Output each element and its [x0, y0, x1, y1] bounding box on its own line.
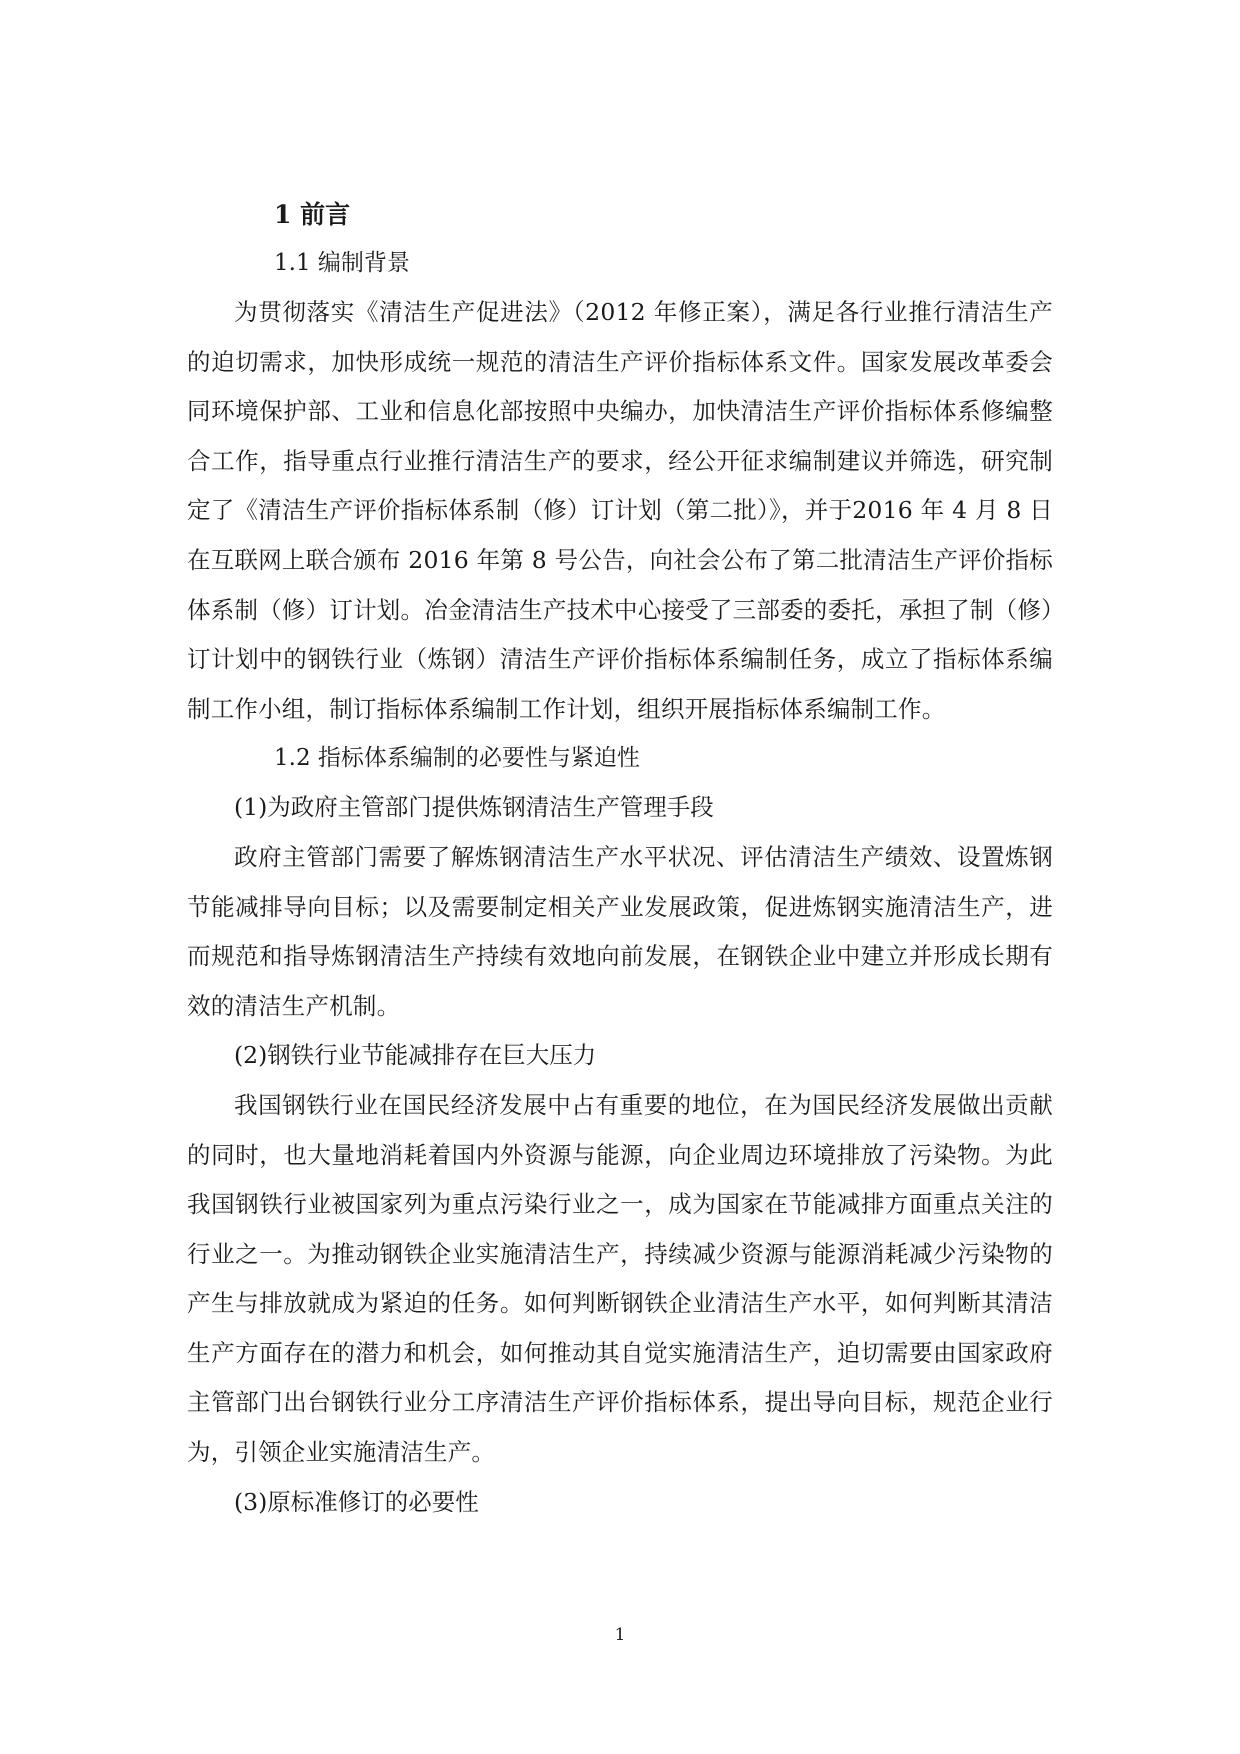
section-heading-necessity: 1.2 指标体系编制的必要性与紧迫性	[274, 745, 640, 772]
document-body	[187, 190, 1053, 1527]
item-2-paragraph: 我国钢铁行业在国民经济发展中占有重要的地位，在为国民经济发展做出贡献的同时，也大量地消耗着国内外资源与能源，向企业周边环境排放了污染物。为此我国钢铁行业被国家列为重点污染行业之一，成为国家在节能减排方面重点关注的行业之一。为推动钢铁企业实施清洁生产，持续减少资源与能源消耗减少污染物的产生与排放就成为紧迫的任务。如何判断钢铁企业清洁生产水平，如何判断其清洁生产方面存在的潜力和机会，如何推动其自觉实施清洁生产，迫切需要由国家政府主管部门出台钢铁行业分工序清洁生产评价指标体系，提出导向目标，规范企业行为，引领企业实施清洁生产。	[187, 1090, 1053, 1467]
item-3-title: (3)原标准修订的必要性	[234, 1487, 479, 1516]
item-1-paragraph: 政府主管部门需要了解炼钢清洁生产水平状况、评估清洁生产绩效、设置炼钢节能减排导向目标；以及需要制定相关产业发展政策，促进炼钢实施清洁生产，进而规范和指导炼钢清洁生产持续有效地向前发展，在钢铁企业中建立并形成长期有效的清洁生产机制。	[187, 842, 1053, 1020]
chapter-heading: 1 前言	[274, 200, 351, 229]
item-2-title: (2)钢铁行业节能减排存在巨大压力	[234, 1041, 597, 1070]
background-paragraph: 为贯彻落实《清洁生产促进法》（2012 年修正案），满足各行业推行清洁生产的迫切需求，加快形成统一规范的清洁生产评价指标体系文件。国家发展改革委会同环境保护部、工业和信息化部按照中央编办，加快清洁生产评价指标体系修编整合工作，指导重点行业推行清洁生产的要求，经公开征求编制建议并筛选，研究制定了《清洁生产评价指标体系制（修）订计划（第二批）》，并于2016 年 4 月 8 日在互联网上联合颁布 2016 年第 8 号公告，向社会公布了第二批清洁生产评价指标体系制（修）订计划。冶金清洁生产技术中心接受了三部委的委托，承担了制（修）订计划中的钢铁行业（炼钢）清洁生产评价指标体系编制任务，成立了指标体系编制工作小组，制订指标体系编制工作计划，组织开展指标体系编制工作。	[187, 298, 1053, 723]
page-number: 1	[614, 1625, 626, 1645]
item-1-title: (1)为政府主管部门提供炼钢清洁生产管理手段	[234, 793, 714, 822]
section-heading-background: 1.1 编制背景	[274, 250, 410, 276]
